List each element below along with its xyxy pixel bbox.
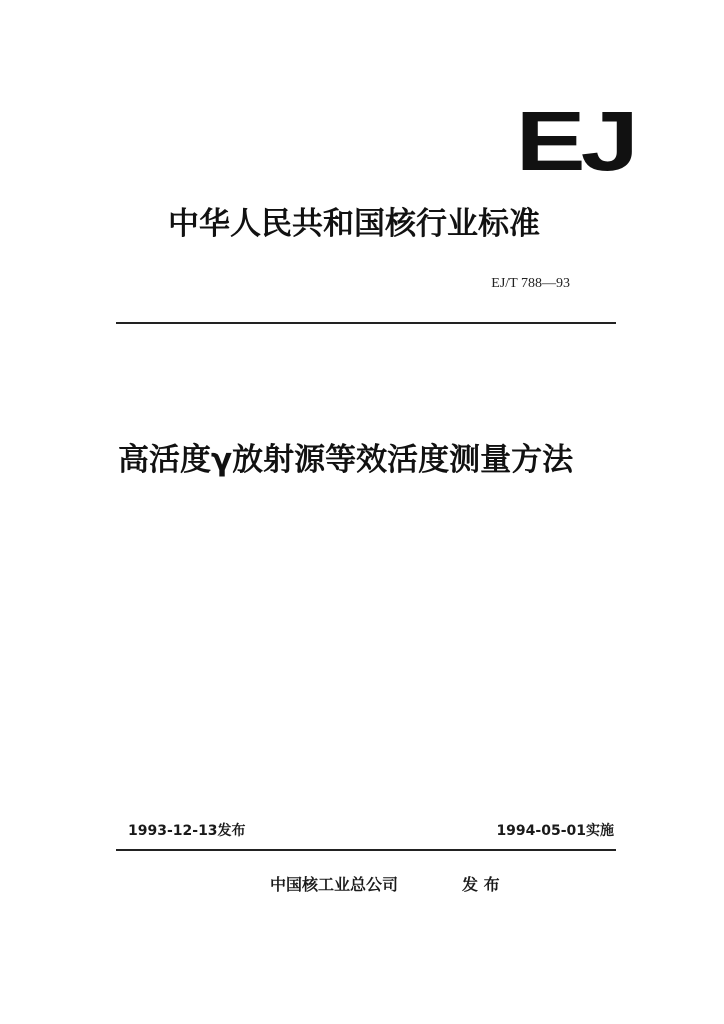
ej-logo: EJ [515, 94, 634, 188]
standard-category-title: 中华人民共和国核行业标准 [168, 206, 540, 242]
footer-divider [116, 849, 616, 851]
effective-date: 1994-05-01实施 [496, 823, 614, 839]
issued-label: 发 布 [462, 875, 500, 894]
publisher-name: 中国核工业总公司 [270, 875, 399, 894]
document-title: 高活度γ放射源等效活度测量方法 [118, 442, 574, 478]
issue-date: 1993-12-13发布 [128, 823, 246, 839]
standard-code: EJ/T 788—93 [491, 276, 570, 291]
header-divider [116, 322, 616, 324]
